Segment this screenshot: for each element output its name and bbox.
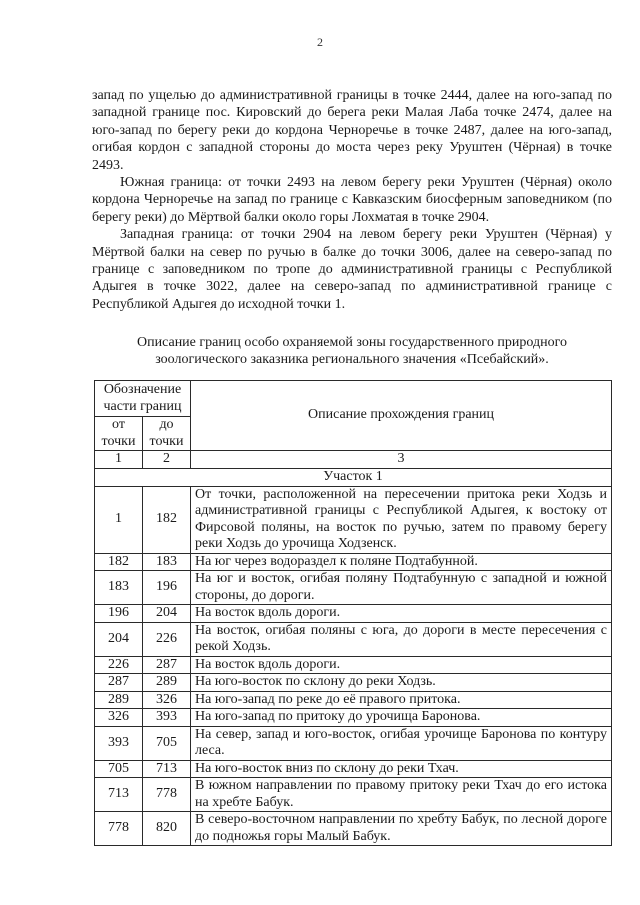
row-from-point: 204 xyxy=(95,622,143,656)
row-from-point: 393 xyxy=(95,726,143,760)
row-description: На юго-запад по реке до её правого притока. xyxy=(191,691,612,709)
table-row xyxy=(95,726,612,760)
column-number-3: 3 xyxy=(191,451,612,469)
table-title: Описание границ особо охраняемой зоны государственного природного зоологического заказника регионального значения «Псебайский». xyxy=(137,335,567,368)
column-number-2: 2 xyxy=(143,451,191,469)
row-from-point: 705 xyxy=(95,760,143,778)
table-row xyxy=(95,656,612,674)
row-description: На юго-восток вниз по склону до реки Тхач. xyxy=(191,760,612,778)
paragraph-west-border: Западная граница: от точки 2904 на левом берегу реки Уруштен (Чёрная) у Мёртвой балки на север по ручью в балке до точки 3006, далее на северо-запад по границе с заповедником по тропе до административной границы с Республикой Адыгея в точке 3022, далее на северо-запад по административной границе с Республикой Адыгея до исходной точки 1. xyxy=(92,227,612,312)
table-row xyxy=(95,571,612,605)
row-from-point: 1 xyxy=(95,486,143,553)
page-number: 2 xyxy=(317,35,323,49)
row-from-point: 183 xyxy=(95,571,143,605)
header-from-point: от точки xyxy=(95,417,143,451)
header-designation: Обозначение части границ xyxy=(95,381,191,417)
row-description: На восток вдоль дороги. xyxy=(191,656,612,674)
section-label: Участок 1 xyxy=(95,468,612,486)
row-description: В южном направлении по правому притоку реки Тхач до его истока на хребте Бабук. xyxy=(191,778,612,812)
row-to-point: 183 xyxy=(143,553,191,571)
row-description: На восток, огибая поляны с юга, до дороги в месте пересечения с рекой Ходзь. xyxy=(191,622,612,656)
row-from-point: 778 xyxy=(95,812,143,846)
table-row xyxy=(95,778,612,812)
column-number-1: 1 xyxy=(95,451,143,469)
row-to-point: 705 xyxy=(143,726,191,760)
row-to-point: 287 xyxy=(143,656,191,674)
paragraph-west-continuation: запад по ущелью до административной границы в точке 2444, далее на юго-запад по западной границе пос. Кировский до берега реки Малая Лаба точке 2474, далее на юго-запад по берегу реки до кордона Черноречье в точке 2487, далее на юго-запад, огибая кордон с западной стороны до моста через реку Уруштен (Чёрная) в точке 2493. xyxy=(92,88,612,173)
border-description-table xyxy=(94,380,612,846)
row-to-point: 326 xyxy=(143,691,191,709)
table-body xyxy=(95,486,612,846)
table-row xyxy=(95,691,612,709)
row-to-point: 713 xyxy=(143,760,191,778)
row-to-point: 196 xyxy=(143,571,191,605)
row-to-point: 204 xyxy=(143,605,191,623)
row-to-point: 778 xyxy=(143,778,191,812)
row-description: От точки, расположенной на пересечении притока реки Ходзь и административной границы с Республикой Адыгея, к востоку от Фирсовой поляны, на восток по ручью, затем по правому берегу реки Ходзь до урочища Ходзенск. xyxy=(191,486,612,553)
row-from-point: 182 xyxy=(95,553,143,571)
row-description: На юго-восток по склону до реки Ходзь. xyxy=(191,674,612,692)
header-to-point: до точки xyxy=(143,417,191,451)
row-description: На юго-запад по притоку до урочища Баронова. xyxy=(191,709,612,727)
table-row xyxy=(95,760,612,778)
table-row xyxy=(95,674,612,692)
row-description: На юг через водораздел к поляне Подтабунной. xyxy=(191,553,612,571)
row-from-point: 326 xyxy=(95,709,143,727)
row-description: На север, запад и юго-восток, огибая урочище Баронова по контуру леса. xyxy=(191,726,612,760)
row-to-point: 820 xyxy=(143,812,191,846)
body-text xyxy=(92,87,612,313)
row-to-point: 226 xyxy=(143,622,191,656)
row-to-point: 289 xyxy=(143,674,191,692)
row-from-point: 289 xyxy=(95,691,143,709)
table-row xyxy=(95,486,612,553)
table-row xyxy=(95,605,612,623)
table-row xyxy=(95,812,612,846)
row-from-point: 226 xyxy=(95,656,143,674)
header-description: Описание прохождения границ xyxy=(191,381,612,451)
table-row xyxy=(95,553,612,571)
row-from-point: 196 xyxy=(95,605,143,623)
row-description: На юг и восток, огибая поляну Подтабунную с западной и южной стороны, до дороги. xyxy=(191,571,612,605)
row-description: В северо-восточном направлении по хребту Бабук, по лесной дороге до подножья горы Малый Бабук. xyxy=(191,812,612,846)
row-description: На восток вдоль дороги. xyxy=(191,605,612,623)
row-to-point: 393 xyxy=(143,709,191,727)
table-row xyxy=(95,709,612,727)
row-to-point: 182 xyxy=(143,486,191,553)
row-from-point: 713 xyxy=(95,778,143,812)
table-row xyxy=(95,622,612,656)
paragraph-south-border: Южная граница: от точки 2493 на левом берегу реки Уруштен (Чёрная) около кордона Черноречье на запад по границе с Кавказским биосферным заповедником (по берегу реки) до Мёртвой балки около горы Лохматая в точке 2904. xyxy=(92,175,612,225)
row-from-point: 287 xyxy=(95,674,143,692)
